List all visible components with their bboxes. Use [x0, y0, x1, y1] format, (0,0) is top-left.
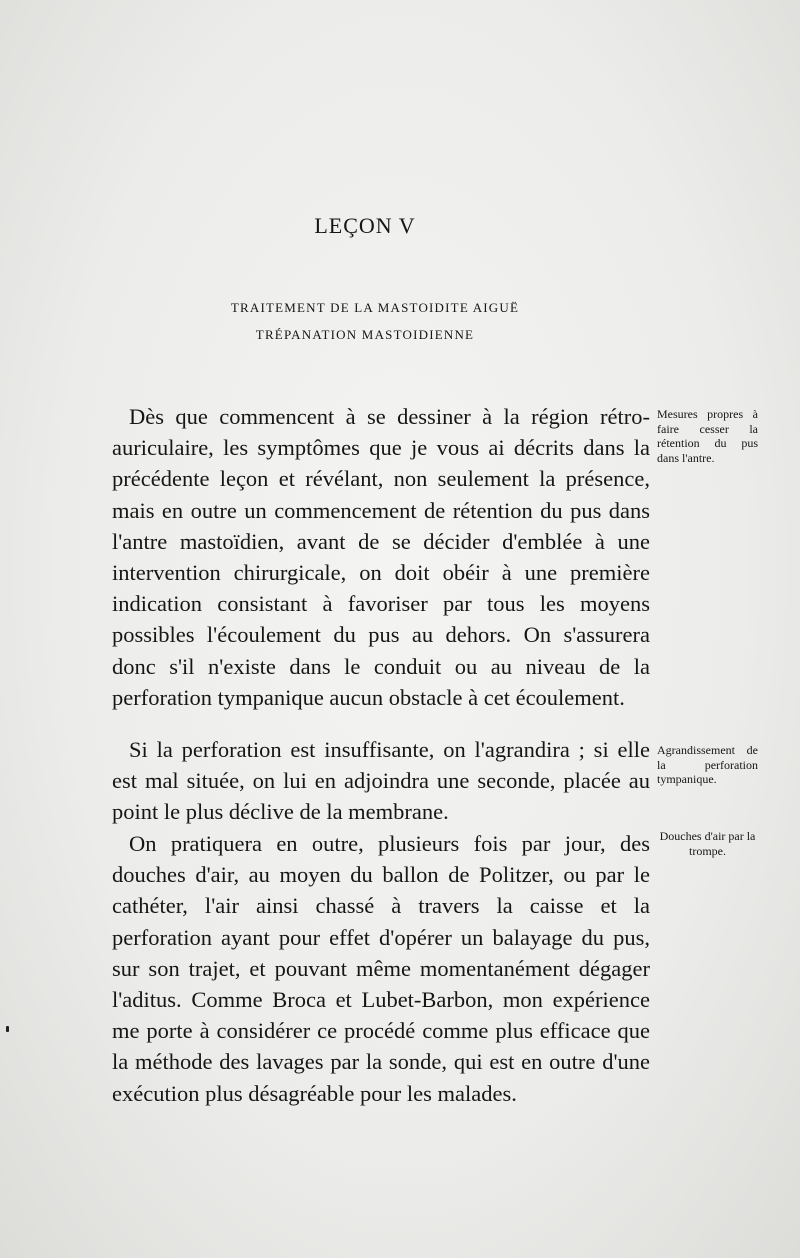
- body-paragraph: Si la perforation est insuffisante, on l'agrandira ; si elle est mal située, on lui en adjoindra une seconde, placée au point le plus déclive de la membrane.: [112, 737, 650, 825]
- lesson-title: LEÇON V: [314, 213, 416, 238]
- body-paragraph: Dès que commencent à se dessiner à la région rétro-auriculaire, les symptômes que je vous ai décrits dans la précédente leçon et révélant, non seulement la présence, mais en outre un commencement de rétention du pus dans l'antre mastoïdien, avant de se décider d'emblée à une intervention chirurgicale, on doit obéir à une première indication consistant à favoriser par tous les moyens possibles l'écoulement du pus au dehors. On s'assurera donc s'il n'existe dans le conduit ou au niveau de la perforation tympanique aucun obstacle à cet écoulement.: [112, 404, 650, 710]
- body-paragraph: On pratiquera en outre, plusieurs fois par jour, des douches d'air, au moyen du ballon de Politzer, ou par le cathéter, l'air ainsi chassé à travers la caisse et la perforation ayant pour effet d'opérer un balayage du pus, sur son trajet, et pouvant même momentanément dégager l'aditus. Comme Broca et Lubet-Barbon, mon expérience me porte à considérer ce procédé comme plus efficace que la méthode des lavages par la sonde, qui est en outre d'une exécution plus désagréable pour les malades.: [112, 831, 650, 1106]
- show-through-text: [90, 55, 710, 435]
- margin-note: Agrandissement de la perforation tympanique.: [657, 743, 758, 786]
- margin-note: Douches d'air par la trompe.: [659, 829, 756, 858]
- margin-note: Mesures propres à faire cesser la rétention du pus dans l'antre.: [657, 407, 758, 465]
- chapter-subtitle: TRAITEMENT DE LA MASTOIDITE AIGUË: [230, 300, 520, 315]
- chapter-subtitle: TRÉPANATION MASTOIDIENNE: [255, 327, 475, 342]
- ink-speck: [6, 1026, 9, 1032]
